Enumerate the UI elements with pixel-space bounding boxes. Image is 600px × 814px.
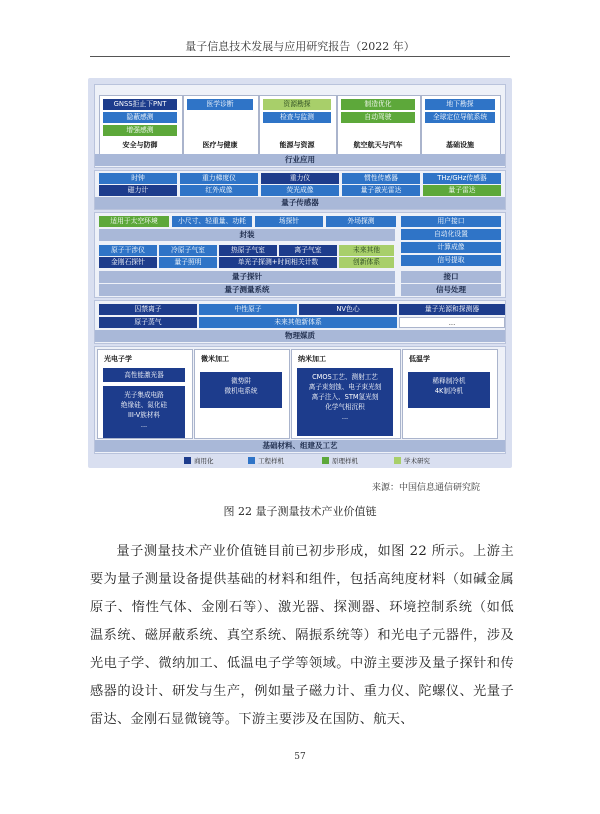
probes-band: 量子探针 bbox=[99, 271, 395, 283]
material-line: 4K制冷机 bbox=[434, 387, 464, 395]
legend-label: 工程样机 bbox=[258, 457, 284, 465]
material-block bbox=[200, 372, 282, 408]
signal-band: 信号处理 bbox=[401, 284, 501, 296]
sensor-item: 量子激光雷达 bbox=[342, 185, 420, 196]
material-line: 微机电系统 bbox=[224, 387, 258, 395]
material-box bbox=[291, 349, 401, 439]
material-box-title: 低温学 bbox=[409, 355, 430, 363]
legend-swatch bbox=[184, 457, 191, 464]
packaging-item: 适用于太空环境 bbox=[99, 216, 169, 227]
application-box-title: 安全与防御 bbox=[122, 141, 158, 149]
material-line: 光子集成电路 bbox=[124, 391, 164, 399]
probe-item: 离子气室 bbox=[279, 245, 337, 256]
application-item: 检查与监测 bbox=[263, 112, 331, 123]
probe-item: 未来其他 bbox=[339, 245, 394, 256]
material-block bbox=[103, 386, 185, 438]
legend-label: 原理样机 bbox=[332, 457, 358, 465]
interface-item: 用户接口 bbox=[401, 216, 501, 227]
probe-item: 原子干涉仪 bbox=[99, 245, 157, 256]
material-block bbox=[297, 368, 393, 436]
body-paragraph bbox=[90, 538, 514, 734]
legend-item bbox=[322, 456, 358, 465]
application-box-title: 能源与资源 bbox=[279, 141, 315, 149]
packaging-item: 外场探测 bbox=[326, 216, 396, 227]
legend-swatch bbox=[322, 457, 329, 464]
figure-caption: 图 22 量子测量技术产业价值链 bbox=[223, 505, 377, 518]
application-item: 制造优化 bbox=[341, 99, 415, 110]
interface-item: 计算成像 bbox=[401, 242, 501, 253]
material-line: 化学气相沉积 bbox=[325, 403, 365, 411]
application-box bbox=[337, 95, 421, 155]
material-block bbox=[103, 368, 185, 382]
application-box-title: 基础设施 bbox=[446, 141, 474, 149]
application-box bbox=[259, 95, 337, 155]
sensor-item: 磁力计 bbox=[99, 185, 177, 196]
material-line: 稀释制冷机 bbox=[432, 377, 466, 385]
probe-item: 热原子气室 bbox=[219, 245, 277, 256]
interface-item: 自动化设置 bbox=[401, 229, 501, 240]
applications-panel bbox=[94, 84, 506, 168]
material-box-title: 微米加工 bbox=[201, 355, 229, 363]
sensors-panel bbox=[94, 170, 506, 210]
probe-item: 量子照明 bbox=[159, 257, 217, 268]
application-item: 隐蔽感测 bbox=[103, 112, 177, 123]
sensor-item: 重力仪 bbox=[261, 173, 339, 184]
legend-label: 学术研究 bbox=[404, 457, 430, 465]
sensor-item: 荧光成像 bbox=[261, 185, 339, 196]
application-box-title: 医疗与健康 bbox=[202, 141, 238, 149]
application-item: 医学诊断 bbox=[187, 99, 253, 110]
material-line: 高性能激光器 bbox=[124, 371, 164, 379]
material-line: III-V族材料 bbox=[127, 411, 161, 419]
page-number: 57 bbox=[294, 752, 306, 762]
body-text: 量子测量技术产业价值链目前已初步形成，如图 22 所示。上游主要为量子测量设备提供基础的材料和组件，包括高纯度材料（如碱金属原子、惰性气体、金刚石等）、激光器、探测器、环境控制系统（如低温系统、磁屏蔽系统、真空系统、隔振系统等）和光电子元器件，涉及光电子学、微纳加工、低温电子学等领域。中游主要涉及量子探针和传感器的设计、研发与生产，例如量子磁力计、重力仪、陀螺仪、光量子雷达、金刚石显微镜等。下游主要涉及在国防、航天、 bbox=[90, 544, 514, 727]
running-header: 量子信息技术发展与应用研究报告（2022 年） bbox=[185, 40, 415, 53]
media-item: 原子蒸气 bbox=[99, 317, 197, 328]
probe-item: 金刚石探针 bbox=[99, 257, 157, 268]
sensor-item: 红外成像 bbox=[180, 185, 258, 196]
probe-item: 创新体系 bbox=[339, 257, 394, 268]
sensors-band: 量子传感器 bbox=[95, 197, 505, 209]
legend-item bbox=[394, 456, 430, 465]
applications-band: 行业应用 bbox=[95, 154, 505, 166]
header-rule bbox=[90, 56, 510, 57]
application-box-title: 航空航天与汽车 bbox=[353, 141, 403, 149]
interface-item: 信号提取 bbox=[401, 255, 501, 266]
legend-item bbox=[248, 456, 284, 465]
media-item: 量子光源和探测器 bbox=[399, 304, 505, 315]
legend-item bbox=[184, 456, 214, 465]
material-line: ... bbox=[341, 413, 349, 421]
material-box-title: 光电子学 bbox=[104, 355, 132, 363]
measurement-band: 量子测量系统 bbox=[99, 284, 395, 296]
measurement-panel bbox=[94, 212, 506, 298]
figure-source: 来源：中国信息通信研究院 bbox=[372, 483, 481, 493]
legend-swatch bbox=[394, 457, 401, 464]
packaging-item: 小尺寸、轻重量、功耗 bbox=[172, 216, 252, 227]
material-line: 绝缘硅、氮化硅 bbox=[120, 401, 168, 409]
media-band: 物理媒质 bbox=[95, 330, 505, 342]
media-item: 囚禁离子 bbox=[99, 304, 197, 315]
sensor-item: THz/GHz传感器 bbox=[423, 173, 501, 184]
application-item: 资源勘探 bbox=[263, 99, 331, 110]
materials-band: 基础材料、组建及工艺 bbox=[95, 440, 505, 452]
material-line: CMOS工艺、测射工艺 bbox=[312, 373, 378, 381]
sensor-item: 量子雷达 bbox=[423, 185, 501, 196]
application-box bbox=[421, 95, 501, 155]
media-item: NV色心 bbox=[299, 304, 397, 315]
material-line: 微势阱 bbox=[231, 377, 251, 385]
application-item: 自动驾驶 bbox=[341, 112, 415, 123]
application-box bbox=[183, 95, 259, 155]
application-item: 地下勘探 bbox=[425, 99, 495, 110]
packaging-item: 场探针 bbox=[255, 216, 323, 227]
probe-item: 单光子探测+时间相关计数 bbox=[219, 257, 337, 268]
material-block bbox=[408, 372, 490, 408]
application-item: 增强感测 bbox=[103, 125, 177, 136]
material-box-title: 纳米加工 bbox=[298, 355, 326, 363]
application-item: 全球定位导航系统 bbox=[425, 112, 495, 123]
material-line: 离子束刻蚀、电子束光刻 bbox=[308, 383, 382, 391]
material-box bbox=[97, 349, 193, 439]
material-line: 离子注入、STM氢光刻 bbox=[311, 393, 379, 401]
material-box bbox=[194, 349, 290, 439]
legend bbox=[88, 456, 512, 466]
application-box bbox=[99, 95, 183, 155]
media-item: 未来其他新体系 bbox=[199, 317, 397, 328]
media-panel bbox=[94, 300, 506, 344]
media-item: ... bbox=[399, 317, 505, 328]
legend-label: 商用化 bbox=[194, 457, 214, 465]
media-item: 中性原子 bbox=[199, 304, 297, 315]
sensor-item: 重力梯度仪 bbox=[180, 173, 258, 184]
packaging-band: 封装 bbox=[99, 229, 395, 241]
probe-item: 冷原子气室 bbox=[159, 245, 217, 256]
application-item: GNSS拒止下PNT bbox=[103, 99, 177, 110]
sensor-item: 惯性传感器 bbox=[342, 173, 420, 184]
materials-panel bbox=[94, 346, 506, 454]
material-line: ... bbox=[140, 421, 148, 429]
interface-band: 接口 bbox=[401, 271, 501, 283]
legend-swatch bbox=[248, 457, 255, 464]
sensor-item: 时钟 bbox=[99, 173, 177, 184]
value-chain-figure bbox=[88, 78, 512, 468]
material-box bbox=[402, 349, 498, 439]
